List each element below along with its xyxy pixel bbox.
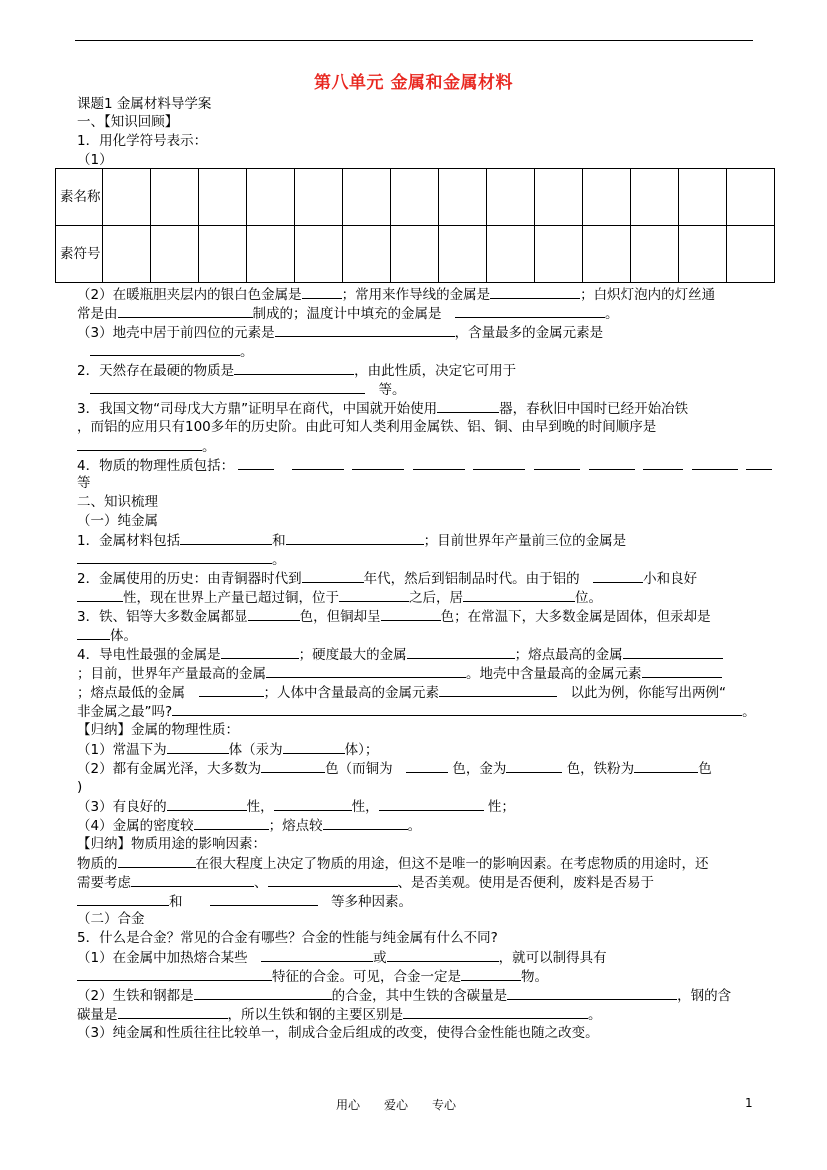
blank[interactable] <box>746 456 772 470</box>
blank[interactable] <box>180 531 272 545</box>
table-cell[interactable] <box>295 169 343 226</box>
text-line: （3）纯金属和性质往往比较单一，制成合金后组成的改变，使得合金性能也随之改变。 <box>77 1025 599 1041</box>
blank[interactable] <box>463 588 575 602</box>
section-heading: 一、【知识回顾】 <box>77 114 179 130</box>
text-line: 碳量是 ，所以生铁和钢的主要区别是 。 <box>77 1007 602 1023</box>
footer-motto: 用心 爱心 专心 <box>336 1098 457 1112</box>
blank[interactable] <box>292 456 344 470</box>
text-line: 等 <box>77 475 91 491</box>
blank[interactable] <box>490 285 580 299</box>
blank[interactable] <box>387 948 499 962</box>
blank[interactable] <box>406 759 448 773</box>
table-cell[interactable] <box>151 169 199 226</box>
table-cell[interactable] <box>199 226 247 283</box>
blank[interactable] <box>275 323 455 337</box>
table-cell[interactable] <box>487 226 535 283</box>
blank[interactable] <box>261 948 373 962</box>
blank[interactable] <box>194 986 332 1000</box>
blank[interactable] <box>131 873 254 887</box>
table-cell[interactable] <box>439 169 487 226</box>
table-cell[interactable] <box>535 169 583 226</box>
table-cell[interactable] <box>199 169 247 226</box>
text-line: （2）在暖瓶胆夹层内的银白色金属是 ；常用来作导线的金属是 ；白炽灯泡内的灯丝通 <box>77 287 716 303</box>
table-cell[interactable] <box>631 226 679 283</box>
blank[interactable] <box>194 816 269 830</box>
blank[interactable] <box>623 645 723 659</box>
table-cell[interactable] <box>103 226 151 283</box>
text-line: （4）金属的密度较 ；熔点较 。 <box>77 818 422 834</box>
blank[interactable] <box>268 873 398 887</box>
blank[interactable] <box>439 683 557 697</box>
blank[interactable] <box>643 456 683 470</box>
table-cell[interactable] <box>151 226 199 283</box>
subsection-heading: （一）纯金属 <box>77 513 158 529</box>
table-cell[interactable] <box>679 169 727 226</box>
row-header-name: 素名称 <box>56 169 103 226</box>
text-line: （3）地壳中居于前四位的元素是 ，含量最多的金属元素是 <box>77 325 604 341</box>
blank[interactable] <box>77 626 110 640</box>
blank[interactable] <box>77 892 169 906</box>
subsection-heading: （二）合金 <box>77 911 145 927</box>
summary-heading: 【归纳】金属的物理性质： <box>77 722 239 738</box>
table-cell[interactable] <box>535 226 583 283</box>
blank[interactable] <box>118 1005 228 1019</box>
blank[interactable] <box>323 816 408 830</box>
table-cell[interactable] <box>247 169 295 226</box>
question-1: 1．用化学符号表示： <box>77 133 208 149</box>
table-cell[interactable] <box>439 226 487 283</box>
lesson-title: 课题1 金属材料导学案 <box>77 96 212 112</box>
blank[interactable] <box>437 399 499 413</box>
text-line: 物质的 在很大程度上决定了物质的用途，但这不是唯一的影响因素。在考虑物质的用途时，还 <box>77 856 709 872</box>
blank[interactable] <box>283 740 345 754</box>
table-row <box>56 169 775 226</box>
blank[interactable] <box>90 342 240 356</box>
sub-question-1: （1） <box>77 152 113 168</box>
question-2: 2．天然存在最硬的物质是 ，由此性质，决定它可用于 <box>77 363 517 379</box>
blank[interactable] <box>234 361 354 375</box>
blank[interactable] <box>461 967 521 981</box>
blank[interactable] <box>352 456 404 470</box>
blank[interactable] <box>266 664 466 678</box>
text-line: 性，现在世界上产量已超过铜，位于 之后，居 位。 <box>77 588 602 607</box>
blank[interactable] <box>534 456 580 470</box>
blank[interactable] <box>167 740 229 754</box>
row-header-symbol: 素符号 <box>56 226 103 283</box>
blank[interactable] <box>261 759 325 773</box>
text-line: 。 <box>77 437 216 456</box>
text-line: （2）都有金属光泽，大多数为 色（而铜为 色，金为 色，铁粉为 色 <box>77 761 712 777</box>
table-cell[interactable] <box>679 226 727 283</box>
blank[interactable] <box>210 892 318 906</box>
table-cell[interactable] <box>103 169 151 226</box>
text-line: （1）在金属中加热熔合某些 或 ，就可以制得具有 <box>77 950 607 966</box>
text-line: 常是由 制成的；温度计中填充的金属是 。 <box>77 306 619 322</box>
text-line: ；目前，世界年产量最高的金属 。地壳中含量最高的金属元素 <box>77 664 722 683</box>
text-line: （2）生铁和钢都是 的合金，其中生铁的含碳量是 ，钢的含 <box>77 988 732 1004</box>
element-table <box>55 168 775 283</box>
text-line: 和 等多种因素。 <box>77 892 412 911</box>
blank[interactable] <box>507 986 677 1000</box>
table-cell[interactable] <box>583 169 631 226</box>
question-5: 5．什么是合金？常见的合金有哪些？合金的性能与纯金属有什么不同? <box>77 930 498 946</box>
blank[interactable] <box>199 683 264 697</box>
summary-heading: 【归纳】物质用途的影响因素： <box>77 836 266 852</box>
table-cell[interactable] <box>343 226 391 283</box>
table-cell[interactable] <box>583 226 631 283</box>
table-cell[interactable] <box>727 169 775 226</box>
text-line: ，而铝的应用只有100多年的历史阶。由此可知人类利用金属铁、铝、铜、由早到晚的时间顺序是 <box>77 419 657 435</box>
text-line: 体。 <box>77 626 137 645</box>
blank[interactable] <box>77 550 272 564</box>
blank[interactable] <box>473 456 525 470</box>
text-line: ；熔点最低的金属 ；人体中含量最高的金属元素 以此为例，你能写出两例“ <box>77 685 726 701</box>
text-line: （1）常温下为 体（汞为 体）； <box>77 742 379 758</box>
section-heading: 二、知识梳理 <box>77 494 158 510</box>
blank[interactable] <box>379 797 484 811</box>
table-cell[interactable] <box>487 169 535 226</box>
page-title: 第八单元 金属和金属材料 <box>314 73 513 93</box>
text-line: 等。 <box>90 380 406 399</box>
text-line: 特征的合金。可见，合金一定是 物。 <box>77 967 548 986</box>
item-1: 1．金属材料包括 和 ；目前世界年产量前三位的金属是 <box>77 533 627 549</box>
blank[interactable] <box>118 854 196 868</box>
blank[interactable] <box>221 645 299 659</box>
text-line: 需要考虑 、 、是否美观。使用是否便利，废料是否易于 <box>77 875 654 891</box>
item-4: 4．导电性最强的金属是 ；硬度最大的金属 ；熔点最高的金属 <box>77 645 723 664</box>
table-cell[interactable] <box>247 226 295 283</box>
blank[interactable] <box>238 456 274 470</box>
blank[interactable] <box>172 702 742 716</box>
question-4: 4．物质的物理性质包括： <box>77 456 772 475</box>
table-cell[interactable] <box>727 226 775 283</box>
blank[interactable] <box>692 456 738 470</box>
text-line: （3）有良好的 性， 性， 性； <box>77 799 515 815</box>
blank[interactable] <box>403 1005 588 1019</box>
blank[interactable] <box>302 569 364 583</box>
blank[interactable] <box>593 569 643 583</box>
text-line: ) <box>77 779 83 795</box>
text-line: 。 <box>90 342 254 361</box>
blank[interactable] <box>455 304 605 318</box>
blank[interactable] <box>274 797 352 811</box>
blank[interactable] <box>77 967 272 981</box>
blank[interactable] <box>77 588 123 602</box>
table-cell[interactable] <box>391 226 439 283</box>
page-number: 1 <box>745 1096 753 1110</box>
table-cell[interactable] <box>295 226 343 283</box>
blank[interactable] <box>634 759 698 773</box>
blank[interactable] <box>302 285 342 299</box>
blank[interactable] <box>90 380 365 394</box>
table-cell[interactable] <box>631 169 679 226</box>
blank[interactable] <box>506 759 562 773</box>
blank[interactable] <box>77 437 202 451</box>
table-row <box>56 226 775 283</box>
blank[interactable] <box>248 607 300 621</box>
text-line: 。 <box>77 550 286 569</box>
item-3: 3．铁、铝等大多数金属都显 色，但铜却呈 色；在常温下，大多数金属是固体，但汞却是 <box>77 609 711 625</box>
blank[interactable] <box>407 645 515 659</box>
text-line: 非金属之最”吗? 。 <box>77 704 756 720</box>
top-rule <box>75 40 753 41</box>
blank[interactable] <box>118 304 253 318</box>
table-cell[interactable] <box>343 169 391 226</box>
blank[interactable] <box>589 456 635 470</box>
blank[interactable] <box>339 588 409 602</box>
blank[interactable] <box>413 456 465 470</box>
item-2: 2．金属使用的历史：由青铜器时代到 年代，然后到铝制品时代。由于铝的 小和良好 <box>77 571 698 587</box>
blank[interactable] <box>381 607 441 621</box>
question-3: 3．我国文物“司母戊大方鼎”证明早在商代，中国就开始使用 器，春秋旧中国时已经开始冶铁 <box>77 401 689 417</box>
blank[interactable] <box>642 664 722 678</box>
blank[interactable] <box>286 531 424 545</box>
blank[interactable] <box>167 797 247 811</box>
table-cell[interactable] <box>391 169 439 226</box>
